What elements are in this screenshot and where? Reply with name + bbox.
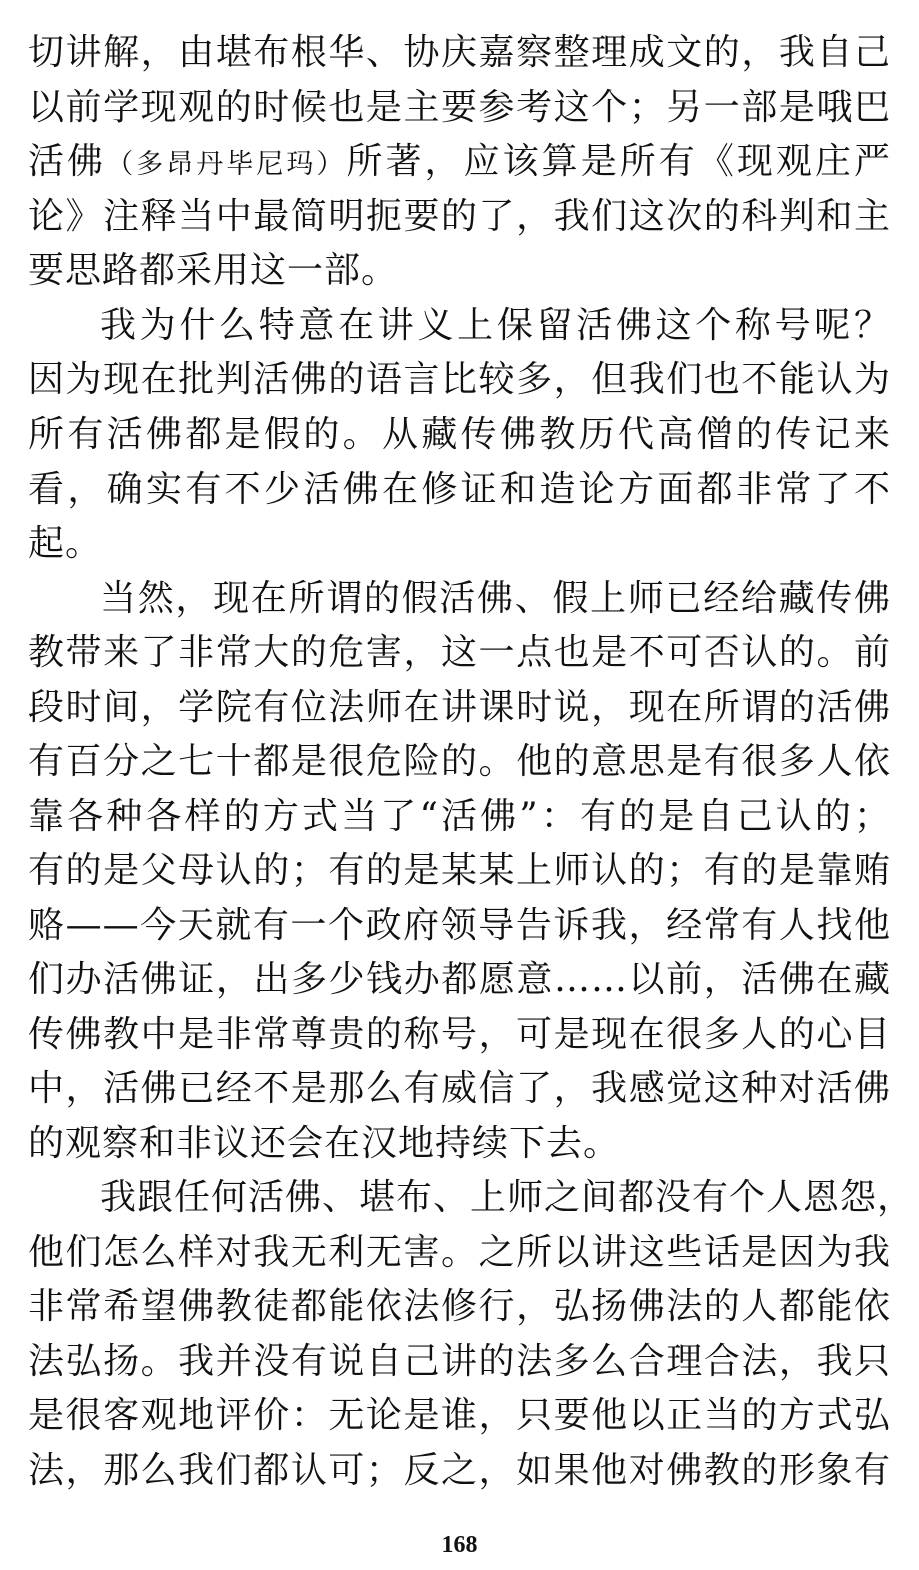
text-line: 段时间，学院有位法师在讲课时说，现在所谓的活佛 xyxy=(28,687,891,728)
text-line: 的观察和非议还会在汉地持续下去。 xyxy=(28,1123,621,1164)
text-line: 他们怎么样对我无利无害。之所以讲这些话是因为我 xyxy=(28,1232,891,1273)
small-note: （多昂丹毕尼玛） xyxy=(106,149,347,180)
text-line: 所有活佛都是假的。从藏传佛教历代高僧的传记来 xyxy=(28,414,891,455)
text-line: 赂——今天就有一个政府领导告诉我，经常有人找他 xyxy=(28,905,891,946)
text-line: 靠各种各样的方式当了“活佛”：有的是自己认的； xyxy=(28,796,891,837)
page-number: 168 xyxy=(441,1532,478,1558)
paragraph-first-line: 我为什么特意在讲义上保留活佛这个称号呢？ xyxy=(100,305,891,346)
text-line: 有百分之七十都是很危险的。他的意思是有很多人依 xyxy=(28,741,891,782)
text-line: 中，活佛已经不是那么有威信了，我感觉这种对活佛 xyxy=(28,1068,891,1109)
text-segment: 所著，应该算是所有《现观庄严 xyxy=(346,141,891,182)
text-line: 法弘扬。我并没有说自己讲的法多么合理合法，我只 xyxy=(28,1341,891,1382)
text-line: 是很客观地评价：无论是谁，只要他以正当的方式弘 xyxy=(28,1395,891,1436)
paragraph-first-line: 我跟任何活佛、堪布、上师之间都没有个人恩怨， xyxy=(100,1177,915,1218)
text-line: 看，确实有不少活佛在修证和造论方面都非常了不 xyxy=(28,469,891,510)
text-line: 切讲解，由堪布根华、协庆嘉察整理成文的，我自己 xyxy=(28,32,891,73)
text-line: 要思路都采用这一部。 xyxy=(28,250,399,291)
text-line: 起。 xyxy=(28,523,103,564)
text-line: 因为现在批判活佛的语言比较多，但我们也不能认为 xyxy=(28,359,891,400)
text-line xyxy=(28,134,891,190)
text-line: 有的是父母认的；有的是某某上师认的；有的是靠贿 xyxy=(28,850,891,891)
text-line: 论》注释当中最简明扼要的了，我们这次的科判和主 xyxy=(28,196,891,237)
text-line: 非常希望佛教徒都能依法修行，弘扬佛法的人都能依 xyxy=(28,1286,891,1327)
paragraph-first-line: 当然，现在所谓的假活佛、假上师已经给藏传佛 xyxy=(100,578,891,619)
text-line: 们办活佛证，出多少钱办都愿意……以前，活佛在藏 xyxy=(28,959,891,1000)
text-line: 以前学现观的时候也是主要参考这个；另一部是哦巴 xyxy=(28,87,891,128)
text-line: 教带来了非常大的危害，这一点也是不可否认的。前 xyxy=(28,632,891,673)
text-segment: 活佛 xyxy=(28,141,107,182)
text-line: 传佛教中是非常尊贵的称号，可是现在很多人的心目 xyxy=(28,1014,891,1055)
text-line: 法，那么我们都认可；反之，如果他对佛教的形象有 xyxy=(28,1450,891,1491)
